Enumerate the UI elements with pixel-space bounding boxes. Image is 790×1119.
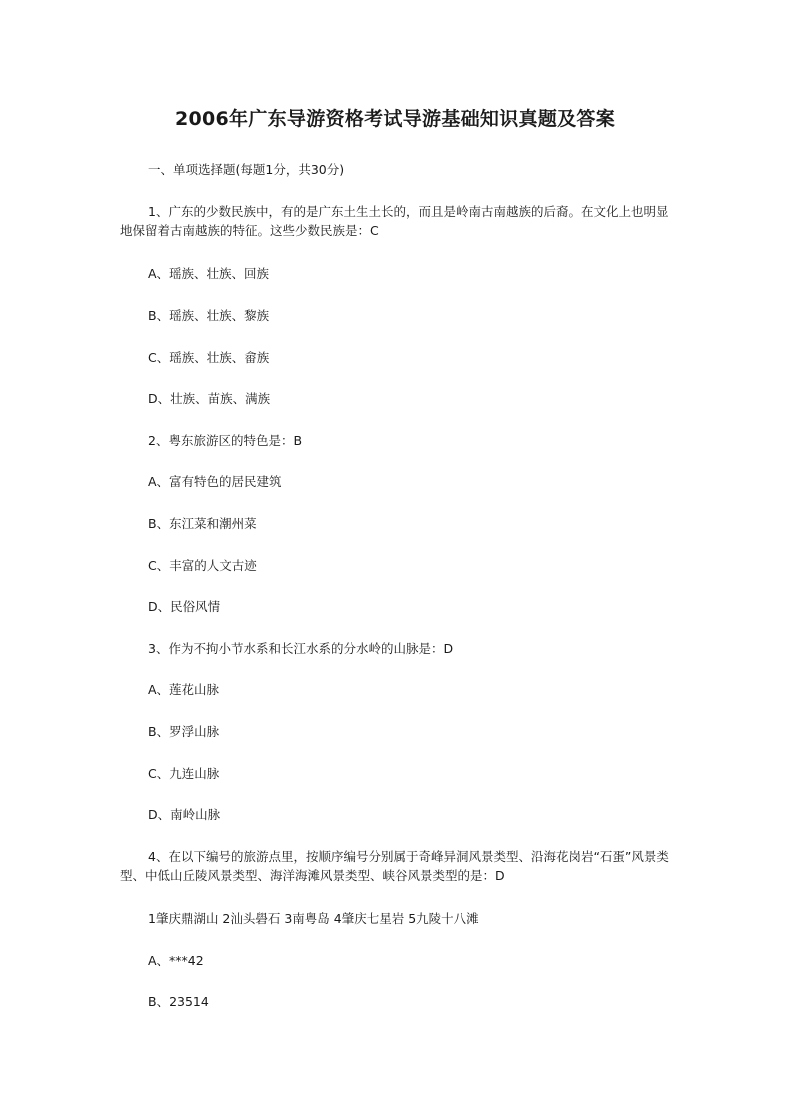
question-3-option-b: B、罗浮山脉 (148, 724, 220, 739)
question-4-site-list: 1肇庆鼎湖山 2汕头礐石 3南粤岛 4肇庆七星岩 5九陵十八滩 (148, 911, 479, 926)
question-1-option-d: D、壮族、苗族、满族 (148, 391, 271, 406)
question-2-option-d: D、民俗风情 (148, 599, 221, 614)
question-3-stem: 3、作为不拘小节水系和长江水系的分水岭的山脉是：D (148, 641, 454, 656)
question-4-option-a: A、***42 (148, 953, 204, 968)
question-3-option-d: D、南岭山脉 (148, 807, 221, 822)
question-4-option-b: B、23514 (148, 994, 209, 1009)
question-2-stem: 2、粤东旅游区的特色是：B (148, 433, 303, 448)
question-1-option-b: B、瑶族、壮族、黎族 (148, 308, 270, 323)
question-2-option-a: A、富有特色的居民建筑 (148, 474, 282, 489)
question-2-option-c: C、丰富的人文古迹 (148, 558, 257, 573)
section-heading: 一、单项选择题(每题1分，共30分) (148, 162, 345, 177)
question-1-stem: 1、广东的少数民族中，有的是广东土生土长的，而且是岭南古南越族的后裔。在文化上也明显地保留着古南越族的特征。这些少数民族是：C (120, 204, 669, 238)
question-1-option-c: C、瑶族、壮族、畲族 (148, 350, 270, 365)
question-3-option-c: C、九连山脉 (148, 766, 220, 781)
question-1-option-a: A、瑶族、壮族、回族 (148, 266, 270, 281)
question-3-option-a: A、莲花山脉 (148, 682, 220, 697)
question-4-stem: 4、在以下编号的旅游点里，按顺序编号分别属于奇峰异洞风景类型、沿海花岗岩“石蛋”风景类型、中低山丘陵风景类型、海洋海滩风景类型、峡谷风景类型的是：D (120, 849, 669, 883)
page-title: 2006年广东导游资格考试导游基础知识真题及答案 (174, 108, 616, 130)
question-2-option-b: B、东江菜和潮州菜 (148, 516, 257, 531)
